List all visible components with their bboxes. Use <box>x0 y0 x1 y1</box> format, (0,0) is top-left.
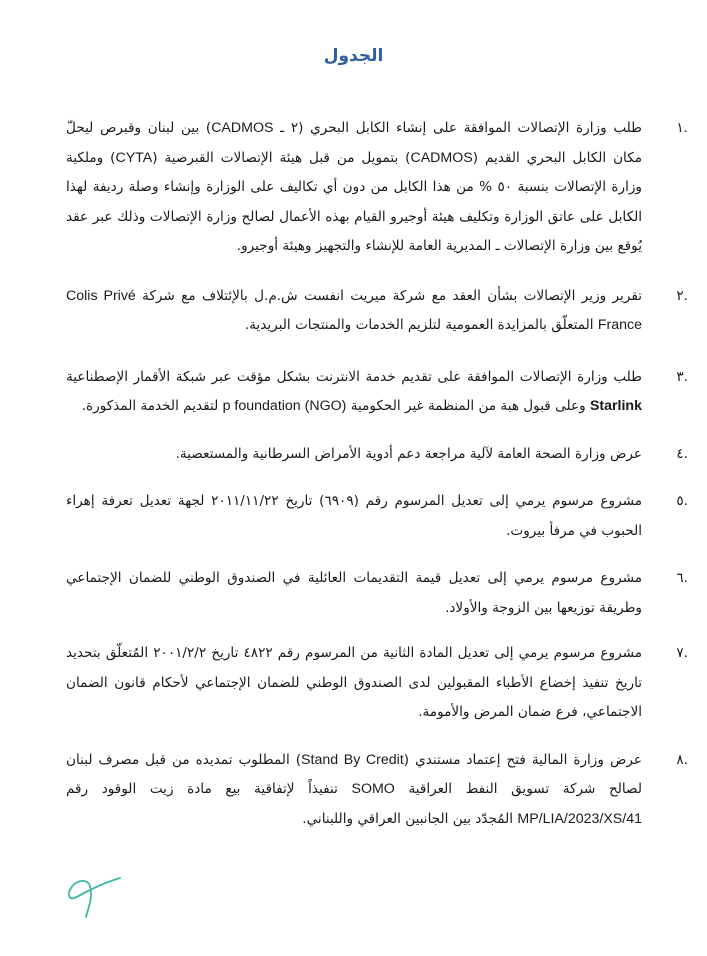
agenda-item <box>66 639 688 728</box>
item-text-segment: طلب وزارة الإتصالات الموافقة على إنشاء الكابل البحري (٢ ـ <box>273 120 642 136</box>
agenda-item <box>66 746 688 835</box>
item-text-segment: ) المطلوب تمديده من قبل مصرف لبنان لصالح شركة تسويق النفط العراقية <box>66 751 642 797</box>
item-number: .٤ <box>676 445 688 462</box>
item-text-segment: مشروع مرسوم يرمي إلى تعديل المادة الثانية من المرسوم رقم ٤٨٢٢ تاريخ ٢٠٠١/٢/٢ المُتعلّق بتحديد تاريخ تنفيذ إخضاع الأطباء المقبولين لدى الصندوق الوطني للضمان الإجتماعي لأحكام قانون الضمان الاجتماعي، فرع ضمان المرض والأمومة. <box>66 645 642 720</box>
agenda-item <box>66 114 688 262</box>
item-text <box>66 282 642 341</box>
item-text-latin-segment: CADMOS <box>211 120 274 136</box>
item-text <box>66 564 642 623</box>
item-text-segment: تقرير وزير الإتصالات بشأن العقد مع شركة ميريت انفست ش.م.ل بالإئتلاف مع شركة <box>135 287 642 304</box>
item-text <box>66 639 642 728</box>
item-text-segment: المُجدّد بين الجانبين العراقي واللبناني. <box>302 810 518 827</box>
item-text-latin-segment: Stand By Credit <box>301 751 404 768</box>
item-text-segment: مشروع مرسوم يرمي إلى تعديل قيمة التقديمات العائلية في الصندوق الوطني للضمان الإجتماعي وطريقة توزيعها بين الزوجة والأولاد. <box>66 570 642 616</box>
item-text-latin-segment: MP/LIA/2023/XS/41 <box>517 810 642 827</box>
item-number: .٢ <box>676 287 688 304</box>
item-number: .٨ <box>676 751 688 768</box>
item-text <box>66 746 642 835</box>
item-number: .٧ <box>676 645 688 661</box>
item-text-segment: مشروع مرسوم يرمي إلى تعديل المرسوم رقم (٦٩٠٩) تاريخ ٢٠١١/١١/٢٢ لجهة تعديل تعرفة إهراء الحبوب في مرفأ بيروت. <box>66 493 642 539</box>
item-text-latin-segment: SOMO <box>351 781 395 797</box>
item-text-segment: عرض وزارة الصحة العامة لآلية مراجعة دعم أدوية الأمراض السرطانية والمستعصية. <box>175 445 642 462</box>
item-text-segment: المتعلّق بالمزايدة العمومية لتلزيم الخدمات والمنتجات البريدية. <box>244 317 598 333</box>
item-text <box>66 363 642 422</box>
page-title: الجدول <box>323 46 384 66</box>
item-text-segment: طلب وزارة الإتصالات الموافقة على تقديم خدمة الانترنت بشكل مؤقت عبر شبكة الأقمار الإصطناعية <box>66 368 642 385</box>
item-text-latin-segment: Colis Privé France <box>66 287 642 333</box>
item-text <box>66 114 642 262</box>
agenda-item <box>66 282 688 341</box>
item-text-segment: ) بين لبنان وقبرص ليحلّ مكان الكابل البحري القديم ( <box>66 120 642 166</box>
item-text <box>66 440 642 470</box>
item-number: .٦ <box>676 570 688 586</box>
agenda-item <box>66 564 688 623</box>
item-text-latin-segment: p foundation (NGO) <box>222 398 347 414</box>
item-text-segment: تنفيذاً لإتفاقية بيع مادة زيت الوقود رقم <box>66 781 352 797</box>
item-text-segment: لتقديم الخدمة المذكورة. <box>81 398 223 414</box>
agenda-item <box>66 363 688 422</box>
item-text-segment: وعلى قبول هبة من المنظمة غير الحكومية <box>346 398 590 414</box>
handwritten-signature <box>60 872 130 932</box>
item-number: .٥ <box>676 493 688 509</box>
item-text-segment: عرض وزارة المالية فتح إعتماد مستندي ( <box>403 751 642 768</box>
item-text-latin-segment: CYTA <box>115 149 153 166</box>
item-number: .١ <box>676 120 688 136</box>
item-text-latin-segment: Starlink <box>589 398 642 414</box>
item-text <box>66 487 642 546</box>
item-number: .٣ <box>676 368 688 385</box>
item-text-latin-segment: CADMOS <box>410 149 473 166</box>
item-text-segment: ) وملكية وزارة الإتصالات بنسبة ٥٠ % من هذا الكابل من دون أي تكاليف على الوزارة وإنشاء وصلة رديفة لهذا الكابل على عاتق الوزارة وتكليف هيئة أوجيرو القيام بهذه الأعمال لصالح وزارة الإتصالات وذلك عبر عقد يُوقع بين وزارة الإتصالات ـ المديرية العامة للإنشاء والتجهيز وهيئة أوجيرو. <box>66 149 642 254</box>
agenda-item <box>66 440 688 470</box>
agenda-item <box>66 487 688 546</box>
agenda-list <box>66 114 688 856</box>
item-text-segment: ) بتمويل من قبل هيئة الإتصالات القبرصية ( <box>152 149 411 166</box>
